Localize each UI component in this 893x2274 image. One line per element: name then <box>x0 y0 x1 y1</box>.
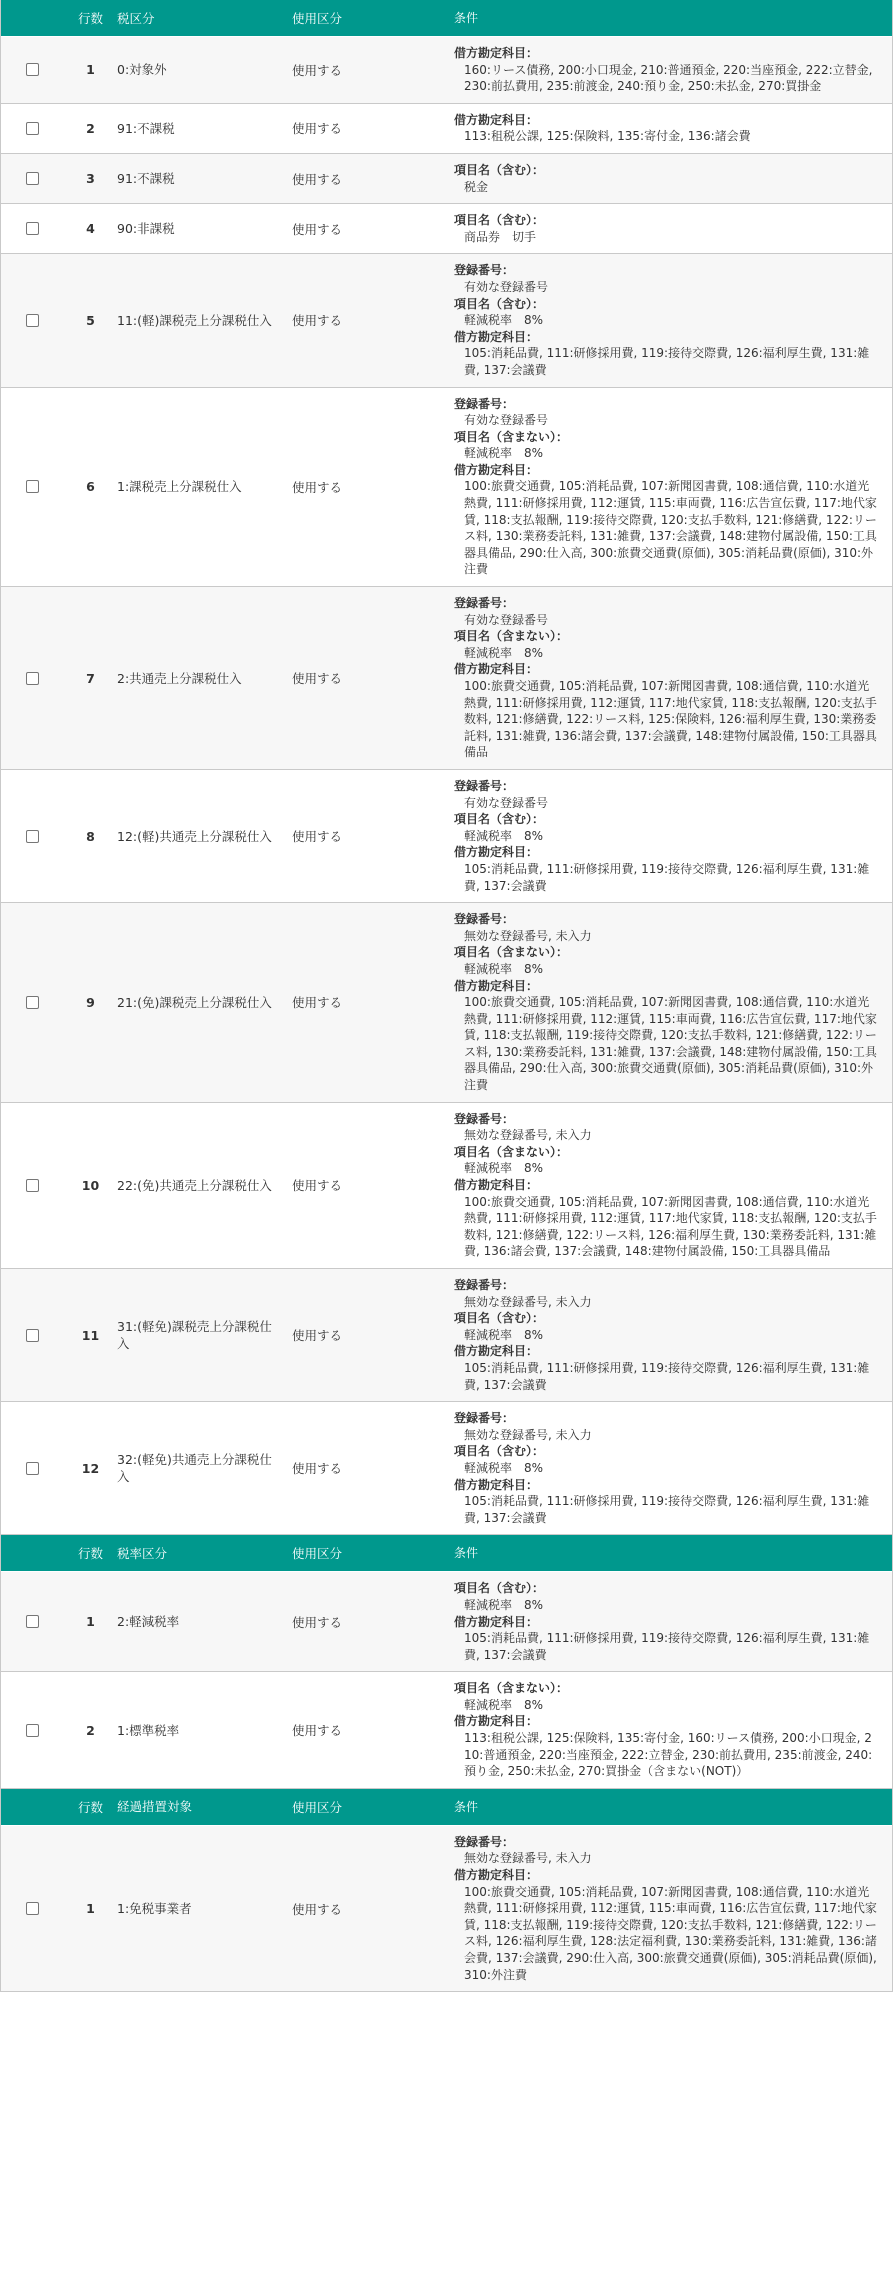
row-category: 90:非課税 <box>117 221 175 237</box>
row-checkbox[interactable] <box>26 1462 39 1475</box>
row-number: 4 <box>86 221 95 237</box>
table-row <box>1 1402 892 1535</box>
condition-label: 借方勘定科目： <box>454 1868 539 1883</box>
row-number: 5 <box>86 312 95 328</box>
row-number: 3 <box>86 171 95 187</box>
condition-value: 軽減税率 8% <box>464 645 544 660</box>
row-category: 12:(軽)共通売上分課税仕入 <box>117 828 272 844</box>
row-usage: 使用する <box>292 1178 343 1194</box>
row-number: 1 <box>86 1901 95 1917</box>
row-checkbox[interactable] <box>26 222 39 235</box>
row-conditions <box>454 770 892 902</box>
row-number: 1 <box>86 62 95 78</box>
condition-value: 無効な登録番号, 未入力 <box>464 1427 592 1442</box>
row-number: 2 <box>86 120 95 136</box>
condition-label: 登録番号： <box>454 263 515 278</box>
condition-value: 無効な登録番号, 未入力 <box>464 1851 592 1866</box>
condition-value: 100:旅費交通費, 105:消耗品費, 107:新聞図書費, 108:通信費, 110:水道光熱費, 111:研修採用費, 112:運賃, 115:車両費, 116:広告宣伝費, 117:地代家賃, 118:支払報酬, 119:接待交際費, 120:支払手数料, 121:修繕費, 122:リース料, 126:福利厚生費, 128:法定福利費, 130:業務委託料, 131:雑費, 136:諸会費, 137:会議費, 290:仕入高, 300:旅費交通費(原価), 305:消耗品費(原価), 310:外注費 <box>464 1884 877 1982</box>
condition-value: 105:消耗品費, 111:研修採用費, 119:接待交際費, 126:福利厚生費, 131:雑費, 137:会議費 <box>464 1360 870 1392</box>
row-category: 32:(軽免)共通売上分課税仕入 <box>117 1452 272 1485</box>
condition-label: 借方勘定科目： <box>454 46 539 60</box>
row-checkbox[interactable] <box>26 314 39 327</box>
row-category: 91:不課税 <box>117 171 175 187</box>
condition-label: 項目名（含む）： <box>454 213 545 228</box>
row-number: 10 <box>81 1177 100 1193</box>
condition-value: 軽減税率 8% <box>464 961 544 976</box>
row-conditions <box>454 587 892 769</box>
condition-label: 借方勘定科目： <box>454 845 539 860</box>
row-usage: 使用する <box>292 479 343 495</box>
row-category: 2:共通売上分課税仕入 <box>117 670 242 686</box>
condition-value: 105:消耗品費, 111:研修採用費, 119:接待交際費, 126:福利厚生費, 131:雑費, 137:会議費 <box>464 346 870 377</box>
condition-label: 借方勘定科目： <box>454 1714 539 1729</box>
header-category: 税区分 <box>117 10 155 26</box>
row-select-cell <box>1 63 64 76</box>
row-usage: 使用する <box>292 221 343 237</box>
row-checkbox[interactable] <box>26 1724 39 1737</box>
row-select-cell <box>1 1902 64 1915</box>
condition-value: 有効な登録番号 <box>464 795 549 810</box>
row-usage: 使用する <box>292 995 343 1011</box>
header-no: 行数 <box>77 11 103 26</box>
condition-value: 100:旅費交通費, 105:消耗品費, 107:新聞図書費, 108:通信費, 110:水道光熱費, 111:研修採用費, 112:運賃, 115:車両費, 116:広告宣伝費, 117:地代家賃, 118:支払報酬, 119:接待交際費, 120:支払手数料, 121:修繕費, 122:リース料, 130:業務委託料, 131:雑費, 137:会議費, 148:建物付属設備, 150:工具器具備品, 290:仕入高, 300:旅費交通費(原価), 305:消耗品費(原価), 310:外注費 <box>464 995 877 1093</box>
row-conditions <box>454 254 892 386</box>
condition-value: 軽減税率 8% <box>464 1161 544 1176</box>
condition-value: 100:旅費交通費, 105:消耗品費, 107:新聞図書費, 108:通信費, 110:水道光熱費, 111:研修採用費, 112:運賃, 117:地代家賃, 118:支払報酬, 120:支払手数料, 121:修繕費, 122:リース料, 125:保険料, 126:福利厚生費, 130:業務委託料, 131:雑費, 136:諸会費, 137:会議費, 148:建物付属設備, 150:工具器具備品 <box>464 679 877 760</box>
row-number: 1 <box>86 1614 95 1630</box>
row-checkbox[interactable] <box>26 1179 39 1192</box>
condition-label: 登録番号： <box>454 778 515 793</box>
condition-label: 登録番号： <box>454 1411 515 1426</box>
row-conditions <box>454 1672 892 1788</box>
table-row <box>1 37 892 104</box>
table-row <box>1 154 892 204</box>
row-select-cell <box>1 172 64 185</box>
row-conditions <box>454 388 892 587</box>
row-number: 7 <box>86 670 95 686</box>
condition-value: 軽減税率 8% <box>464 446 544 461</box>
condition-value: 軽減税率 8% <box>464 828 544 843</box>
header-usage: 使用区分 <box>292 11 343 26</box>
condition-label: 項目名（含む）： <box>454 296 545 311</box>
row-usage: 使用する <box>292 671 343 686</box>
condition-label: 登録番号： <box>454 1834 515 1849</box>
row-select-cell <box>1 830 64 843</box>
row-category: 91:不課税 <box>117 120 175 136</box>
condition-label: 借方勘定科目： <box>454 112 539 127</box>
table-row <box>1 1572 892 1672</box>
condition-value: 無効な登録番号, 未入力 <box>464 1128 592 1143</box>
header-condition: 条件 <box>454 1799 479 1814</box>
table-row <box>1 254 892 387</box>
table-row <box>1 104 892 154</box>
condition-label: 項目名（含む）： <box>454 812 545 827</box>
condition-value: 無効な登録番号, 未入力 <box>464 1294 592 1309</box>
table-row <box>1 1269 892 1402</box>
condition-label: 項目名（含む）： <box>454 162 545 177</box>
section-header <box>1 1789 892 1826</box>
condition-label: 借方勘定科目： <box>454 1344 539 1359</box>
condition-value: 有効な登録番号 <box>464 612 549 627</box>
row-usage: 使用する <box>292 829 343 845</box>
condition-value: 軽減税率 8% <box>464 1697 544 1712</box>
condition-value: 軽減税率 8% <box>464 1460 544 1475</box>
row-category: 1:免税事業者 <box>117 1901 192 1917</box>
condition-label: 借方勘定科目： <box>454 1614 539 1629</box>
condition-value: 軽減税率 8% <box>464 1597 544 1612</box>
condition-label: 借方勘定科目： <box>454 1178 539 1193</box>
row-select-cell <box>1 122 64 135</box>
row-checkbox[interactable] <box>26 672 39 685</box>
header-no: 行数 <box>77 1546 103 1562</box>
condition-label: 借方勘定科目： <box>454 978 539 993</box>
condition-value: 105:消耗品費, 111:研修採用費, 119:接待交際費, 126:福利厚生費, 131:雑費, 137:会議費 <box>464 1631 870 1662</box>
table-row <box>1 1826 892 1992</box>
condition-value: 105:消耗品費, 111:研修採用費, 119:接待交際費, 126:福利厚生費, 131:雑費, 137:会議費 <box>464 861 870 893</box>
row-checkbox[interactable] <box>26 1902 39 1915</box>
rule-section <box>1 1535 892 1789</box>
condition-label: 借方勘定科目： <box>454 1477 539 1492</box>
condition-value: 113:租税公課, 125:保険料, 135:寄付金, 136:諸会費 <box>464 129 751 144</box>
row-category: 21:(免)課税売上分課税仕入 <box>117 994 272 1010</box>
condition-label: 項目名（含む）： <box>454 1311 545 1326</box>
row-category: 1:標準税率 <box>117 1722 180 1738</box>
row-category: 11:(軽)課税売上分課税仕入 <box>117 312 272 328</box>
header-condition: 条件 <box>454 10 479 25</box>
condition-label: 項目名（含む）： <box>454 1581 545 1596</box>
condition-value: 軽減税率 8% <box>464 313 544 328</box>
header-no: 行数 <box>77 1799 103 1815</box>
table-row <box>1 903 892 1103</box>
row-usage: 使用する <box>292 1461 343 1477</box>
row-conditions <box>454 1402 892 1534</box>
row-select-cell <box>1 1724 64 1737</box>
row-select-cell <box>1 996 64 1009</box>
section-header <box>1 0 892 37</box>
row-conditions <box>454 154 892 203</box>
table-row <box>1 388 892 588</box>
condition-label: 項目名（含まない）： <box>454 1144 569 1159</box>
row-checkbox[interactable] <box>26 122 39 135</box>
row-conditions <box>454 1269 892 1401</box>
condition-label: 項目名（含まない）： <box>454 629 569 644</box>
condition-label: 項目名（含まない）： <box>454 429 569 444</box>
row-category: 0:対象外 <box>117 62 167 78</box>
condition-label: 登録番号： <box>454 596 515 611</box>
header-category: 経過措置対象 <box>117 1799 193 1815</box>
row-conditions <box>454 1103 892 1268</box>
row-category: 22:(免)共通売上分課税仕入 <box>117 1177 272 1193</box>
condition-label: 借方勘定科目： <box>454 462 539 477</box>
condition-label: 登録番号： <box>454 912 515 927</box>
condition-label: 項目名（含まない）： <box>454 1681 569 1696</box>
header-category: 税率区分 <box>117 1545 168 1561</box>
row-number: 6 <box>86 479 95 495</box>
row-conditions <box>454 104 892 153</box>
row-select-cell <box>1 314 64 327</box>
row-usage: 使用する <box>292 1901 343 1917</box>
row-checkbox[interactable] <box>26 1329 39 1342</box>
condition-label: 登録番号： <box>454 396 515 411</box>
row-number: 9 <box>86 994 95 1010</box>
row-select-cell <box>1 1179 64 1192</box>
condition-label: 借方勘定科目： <box>454 329 539 344</box>
table-row <box>1 587 892 770</box>
row-select-cell <box>1 1462 64 1475</box>
table-row <box>1 770 892 903</box>
condition-value: 113:租税公課, 125:保険料, 135:寄付金, 160:リース債務, 200:小口現金, 210:普通預金, 220:当座預金, 222:立替金, 230:前払費用, 235:前渡金, 240:預り金, 250:未払金, 270:買掛金（含まない(NOT)） <box>464 1731 873 1779</box>
row-usage: 使用する <box>292 1328 343 1344</box>
row-select-cell <box>1 222 64 235</box>
condition-label: 登録番号： <box>454 1278 515 1292</box>
condition-label: 項目名（含む）： <box>454 1444 545 1459</box>
table-row <box>1 204 892 254</box>
row-conditions <box>454 1572 892 1671</box>
row-select-cell <box>1 1615 64 1628</box>
condition-value: 税金 <box>464 179 489 194</box>
row-checkbox[interactable] <box>26 480 39 493</box>
row-conditions <box>454 1826 892 1991</box>
row-select-cell <box>1 480 64 493</box>
row-usage: 使用する <box>292 62 343 78</box>
row-checkbox[interactable] <box>26 830 39 843</box>
row-checkbox[interactable] <box>26 996 39 1009</box>
row-checkbox[interactable] <box>26 172 39 185</box>
row-select-cell <box>1 672 64 685</box>
row-select-cell <box>1 1329 64 1342</box>
row-number: 11 <box>81 1327 100 1343</box>
condition-value: 160:リース債務, 200:小口現金, 210:普通預金, 220:当座預金, 222:立替金, 230:前払費用, 235:前渡金, 240:預り金, 250:未払金, 270:買掛金 <box>464 62 873 94</box>
row-conditions <box>454 37 892 103</box>
condition-value: 有効な登録番号 <box>464 413 549 428</box>
row-conditions <box>454 204 892 253</box>
row-usage: 使用する <box>292 171 343 187</box>
row-number: 12 <box>81 1460 100 1476</box>
header-usage: 使用区分 <box>292 1799 343 1815</box>
condition-label: 借方勘定科目： <box>454 662 539 677</box>
condition-value: 100:旅費交通費, 105:消耗品費, 107:新聞図書費, 108:通信費, 110:水道光熱費, 111:研修採用費, 112:運賃, 117:地代家賃, 118:支払報酬, 120:支払手数料, 121:修繕費, 122:リース料, 126:福利厚生費, 130:業務委託料, 131:雑費, 136:諸会費, 137:会議費, 148:建物付属設備, 150:工具器具備品 <box>464 1194 877 1259</box>
condition-value: 軽減税率 8% <box>464 1327 544 1342</box>
row-category: 2:軽減税率 <box>117 1614 180 1630</box>
header-usage: 使用区分 <box>292 1546 343 1562</box>
header-condition: 条件 <box>454 1546 479 1561</box>
row-conditions <box>454 903 892 1102</box>
row-usage: 使用する <box>292 1614 343 1630</box>
row-category: 31:(軽免)課税売上分課税仕入 <box>117 1319 272 1352</box>
row-usage: 使用する <box>292 313 343 329</box>
row-usage: 使用する <box>292 121 343 137</box>
section-header <box>1 1535 892 1572</box>
condition-value: 100:旅費交通費, 105:消耗品費, 107:新聞図書費, 108:通信費, 110:水道光熱費, 111:研修採用費, 112:運賃, 115:車両費, 116:広告宣伝費, 117:地代家賃, 118:支払報酬, 119:接待交際費, 120:支払手数料, 121:修繕費, 122:リース料, 130:業務委託料, 131:雑費, 137:会議費, 148:建物付属設備, 150:工具器具備品, 290:仕入高, 300:旅費交通費(原価), 305:消耗品費(原価), 310:外注費 <box>464 479 877 577</box>
condition-value: 105:消耗品費, 111:研修採用費, 119:接待交際費, 126:福利厚生費, 131:雑費, 137:会議費 <box>464 1494 870 1525</box>
table-row <box>1 1672 892 1789</box>
row-checkbox[interactable] <box>26 1615 39 1628</box>
row-checkbox[interactable] <box>26 63 39 76</box>
table-row <box>1 1103 892 1269</box>
condition-value: 有効な登録番号 <box>464 279 549 294</box>
row-category: 1:課税売上分課税仕入 <box>117 479 242 495</box>
condition-value: 無効な登録番号, 未入力 <box>464 928 592 943</box>
row-number: 2 <box>86 1722 95 1738</box>
condition-label: 項目名（含まない）： <box>454 945 569 960</box>
condition-value: 商品券 切手 <box>464 229 537 244</box>
condition-label: 登録番号： <box>454 1111 515 1126</box>
rule-section <box>1 0 892 1535</box>
rule-section <box>1 1789 892 1992</box>
row-usage: 使用する <box>292 1723 343 1739</box>
row-number: 8 <box>86 828 95 844</box>
